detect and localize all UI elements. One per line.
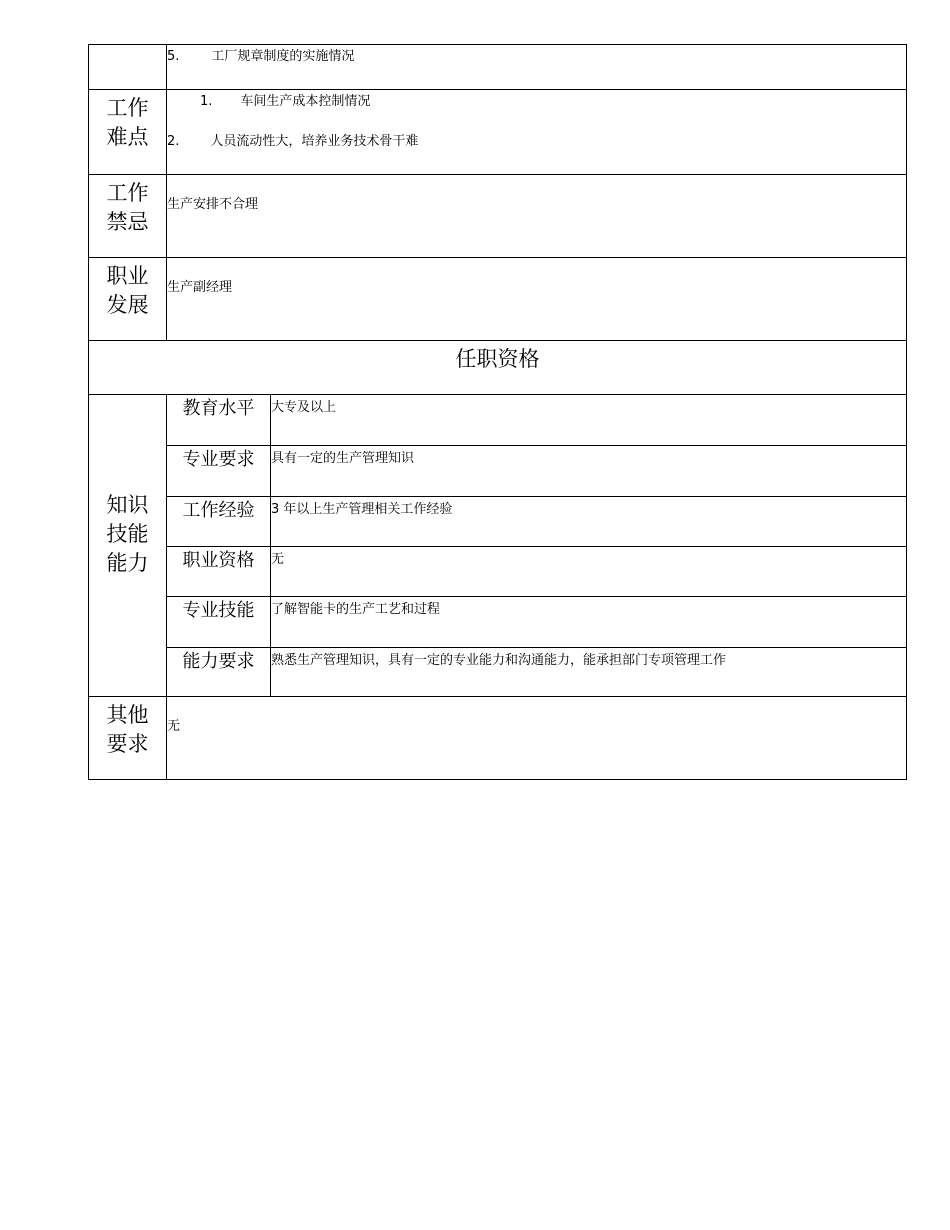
continued-head-cell xyxy=(89,45,167,89)
list-item-text: 车间生产成本控制情况 xyxy=(240,94,371,109)
list-item xyxy=(167,48,354,65)
difficulty-label-line2: 难点 xyxy=(106,125,149,149)
difficulty-body-cell xyxy=(167,90,906,174)
qualification-title-row xyxy=(89,340,906,394)
experience-row xyxy=(167,496,906,546)
taboo-label xyxy=(89,175,167,257)
career-body-cell xyxy=(167,258,906,340)
other-body-cell xyxy=(167,697,906,779)
ability-row xyxy=(167,647,906,697)
difficulty-row xyxy=(89,89,906,174)
education-label: 教育水平 xyxy=(167,395,271,445)
major-value: 具有一定的生产管理知识 xyxy=(271,451,415,466)
ability-label: 能力要求 xyxy=(167,648,271,697)
difficulty-label xyxy=(89,90,167,174)
knowledge-label-line1: 知识 xyxy=(106,493,149,517)
major-label: 专业要求 xyxy=(167,446,271,496)
knowledge-label-line2: 技能 xyxy=(106,522,149,546)
experience-value: 3 年以上生产管理相关工作经验 xyxy=(271,502,453,517)
skill-value: 了解智能卡的生产工艺和过程 xyxy=(271,602,441,617)
knowledge-label xyxy=(89,395,167,696)
job-description-table xyxy=(88,44,907,780)
knowledge-label-line3: 能力 xyxy=(106,551,149,575)
continued-body-cell xyxy=(167,45,906,89)
career-row xyxy=(89,257,906,340)
other-row xyxy=(89,696,906,779)
list-item-text: 工厂规章制度的实施情况 xyxy=(211,49,355,64)
taboo-body-cell xyxy=(167,175,906,257)
list-item-number: 5. xyxy=(167,49,180,64)
list-item-number: 1. xyxy=(200,94,213,109)
other-text: 无 xyxy=(167,719,181,734)
list-item xyxy=(167,133,418,150)
taboo-text: 生产安排不合理 xyxy=(167,197,259,212)
skill-row xyxy=(167,596,906,647)
career-label-line2: 发展 xyxy=(106,293,149,317)
taboo-label-line1: 工作 xyxy=(106,181,149,205)
other-label-line2: 要求 xyxy=(106,732,149,756)
other-label xyxy=(89,697,167,779)
certification-value: 无 xyxy=(271,552,285,567)
list-item-text: 人员流动性大，培养业务技术骨干难 xyxy=(210,134,419,149)
knowledge-row xyxy=(89,394,906,696)
major-row xyxy=(167,445,906,496)
other-label-line1: 其他 xyxy=(106,703,149,727)
career-label xyxy=(89,258,167,340)
difficulty-label-line1: 工作 xyxy=(106,96,149,120)
experience-label: 工作经验 xyxy=(167,497,271,546)
education-row xyxy=(167,395,906,445)
certification-label: 职业资格 xyxy=(167,547,271,596)
list-item-number: 2. xyxy=(167,134,180,149)
section-title: 任职资格 xyxy=(455,347,540,371)
skill-label: 专业技能 xyxy=(167,597,271,647)
taboo-row xyxy=(89,174,906,257)
continued-row xyxy=(89,45,906,89)
list-item xyxy=(200,93,370,110)
career-text: 生产副经理 xyxy=(167,280,233,295)
career-label-line1: 职业 xyxy=(106,264,149,288)
ability-value: 熟悉生产管理知识，具有一定的专业能力和沟通能力，能承担部门专项管理工作 xyxy=(271,653,727,668)
taboo-label-line2: 禁忌 xyxy=(106,210,149,234)
certification-row xyxy=(167,546,906,596)
education-value: 大专及以上 xyxy=(271,400,337,415)
